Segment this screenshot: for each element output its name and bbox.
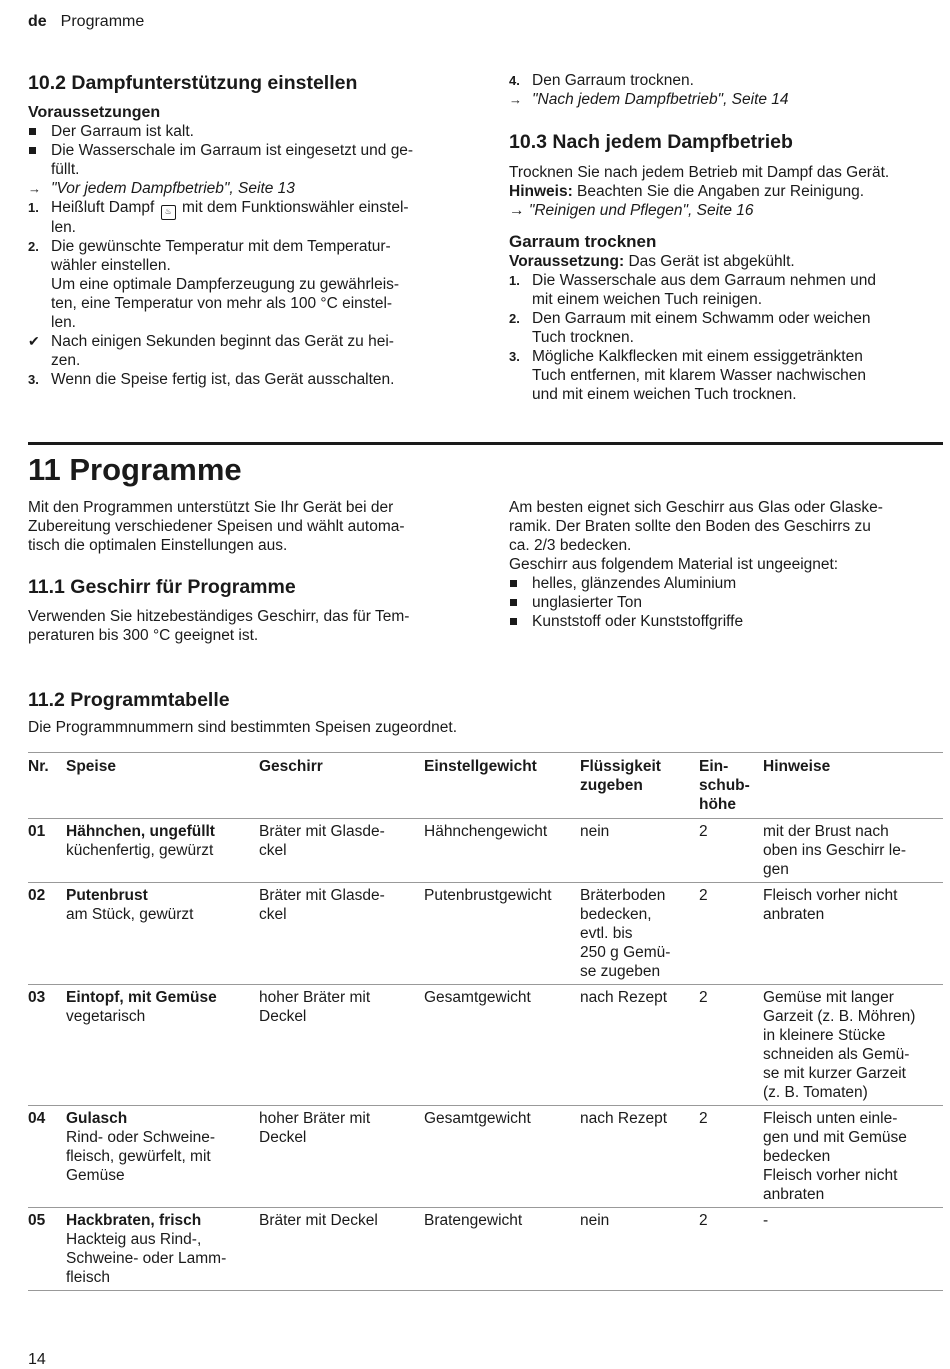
list-item: helles, glänzendes Aluminium — [509, 574, 944, 593]
step-2-cont: Tuch trocknen. — [532, 329, 634, 346]
cell-gewicht: Gesamtgewicht — [424, 1110, 531, 1127]
cell-einschubhoehe: 2 — [699, 1110, 708, 1127]
cross-reference-link[interactable]: → "Vor jedem Dampfbetrieb", Seite 13 — [28, 180, 295, 197]
cell-gewicht: Gesamtgewicht — [424, 989, 531, 1006]
cell-gewicht: Hähnchengewicht — [424, 823, 548, 840]
step-result: ✔ Nach einigen Sekunden beginnt das Gerät zu hei- — [28, 333, 394, 350]
dish-name: Eintopf, mit Gemüse — [66, 989, 217, 1006]
col-header-gewicht: Einstellgewicht — [424, 758, 537, 775]
step-3: 3. Mögliche Kalkflecken mit einem essiggetränkten — [509, 348, 863, 365]
list-item-cont: füllt. — [51, 161, 80, 178]
dish-description: Rind- oder Schweine- fleisch, gewürfelt, mit Gemüse — [66, 1129, 216, 1184]
step-4: 4. Den Garraum trocknen. — [509, 72, 694, 89]
dish-name: Hähnchen, ungefüllt — [66, 823, 215, 840]
bullet-icon — [510, 580, 517, 587]
section-11-2 — [28, 688, 943, 737]
program-table — [28, 752, 943, 1291]
cell-geschirr: Bräter mit Glasde- ckel — [259, 823, 385, 859]
cell-hinweise: Fleisch unten einle- gen und mit Gemüse bedecken Fleisch vorher nicht anbraten — [763, 1110, 907, 1203]
cell-geschirr: Bräter mit Glasde- ckel — [259, 887, 385, 923]
list-item: Kunststoff oder Kunststoffgriffe — [509, 612, 944, 631]
table-row — [28, 1208, 943, 1291]
cell-einschubhoehe: 2 — [699, 823, 708, 840]
list-item: Die Wasserschale im Garraum ist eingesetzt und ge- — [28, 141, 468, 160]
chapter-divider — [28, 442, 943, 445]
step-1-cont: len. — [51, 219, 76, 236]
cell-geschirr: hoher Bräter mit Deckel — [259, 989, 371, 1025]
cell-fluessigkeit: Bräterboden bedecken, evtl. bis 250 g Gemü- se zugeben — [580, 887, 671, 980]
cell-hinweise: Gemüse mit langer Garzeit (z. B. Möhren) in kleinere Stücke schneiden als Gemü- se mit kurzer Garzeit (z. B. Tomaten) — [763, 989, 916, 1101]
section-title: 10.2 Dampfunterstützung einstellen — [28, 72, 358, 94]
cell-speise — [66, 883, 259, 985]
step-2: 2. Die gewünschte Temperatur mit dem Temperatur- — [28, 238, 391, 255]
cell-geschirr: Bräter mit Deckel — [259, 1212, 378, 1229]
step-1: 1. Heißluft Dampf ♨ mit dem Funktionswähler einstel- — [28, 198, 468, 218]
cell-einschubhoehe: 2 — [699, 989, 708, 1006]
section-10-2-cont — [509, 71, 944, 109]
col-header-nr: Nr. — [28, 758, 49, 775]
cell-fluessigkeit: nach Rezept — [580, 1110, 668, 1127]
cell-fluessigkeit: nein — [580, 823, 610, 840]
dish-name: Hackbraten, frisch — [66, 1212, 202, 1229]
step-3: 3. Wenn die Speise fertig ist, das Gerät ausschalten. — [28, 371, 395, 388]
cell-speise — [66, 1106, 259, 1208]
table-header-row — [28, 753, 943, 819]
cell-speise — [66, 985, 259, 1106]
dish-description: küchenfertig, gewürzt — [66, 842, 214, 859]
step-1: 1. Die Wasserschale aus dem Garraum nehmen und — [509, 272, 877, 289]
list-item: unglasierter Ton — [509, 593, 944, 612]
section-10-2 — [28, 71, 468, 389]
cell-nr: 01 — [28, 823, 46, 840]
bullet-icon — [29, 128, 36, 135]
col-header-hinweise: Hinweise — [763, 758, 831, 775]
cell-fluessigkeit: nach Rezept — [580, 989, 668, 1006]
arrow-right-icon: → — [28, 181, 41, 196]
bullet-icon — [510, 618, 517, 625]
cell-speise — [66, 1208, 259, 1291]
table-row — [28, 985, 943, 1106]
col-header-speise: Speise — [66, 758, 116, 775]
text-line: peraturen bis 300 °C geeignet ist. — [28, 627, 259, 644]
steam-function-icon: ♨ — [161, 205, 176, 220]
arrow-right-icon: → — [509, 92, 522, 107]
text-line: Mit den Programmen unterstützt Sie Ihr Gerät bei der — [28, 499, 394, 516]
cell-nr: 04 — [28, 1110, 46, 1127]
page-header — [28, 12, 144, 31]
text-line: Zubereitung verschiedener Speisen und wählt automa- — [28, 518, 405, 535]
checkmark-icon: ✔ — [28, 333, 40, 349]
section-title: 11.1 Geschirr für Programme — [28, 576, 296, 598]
cell-einschubhoehe: 2 — [699, 1212, 708, 1229]
text-line: tisch die optimalen Einstellungen aus. — [28, 537, 288, 554]
cross-reference-link[interactable]: → "Nach jedem Dampfbetrieb", Seite 14 — [509, 91, 789, 108]
chapter-title: 11 Programme — [28, 452, 242, 487]
step-2-line: len. — [51, 314, 76, 331]
list-item: Der Garraum ist kalt. — [28, 122, 468, 141]
cell-nr: 02 — [28, 887, 46, 904]
header-title: Programme — [60, 13, 145, 30]
text-line: Geschirr aus folgendem Material ist ungeeignet: — [509, 556, 839, 573]
step-2-line: ten, eine Temperatur von mehr als 100 °C einstel- — [51, 295, 393, 312]
subsection-title: Garraum trocknen — [509, 232, 657, 251]
text-line: ca. 2/3 bedecken. — [509, 537, 632, 554]
step-3-cont: und mit einem weichen Tuch trocknen. — [532, 386, 797, 403]
page-number: 14 — [28, 1351, 46, 1368]
dish-name: Putenbrust — [66, 887, 148, 904]
cell-geschirr: hoher Bräter mit Deckel — [259, 1110, 371, 1146]
step-2-line: Um eine optimale Dampferzeugung zu gewährleis- — [51, 276, 400, 293]
language-code: de — [28, 13, 47, 30]
section-title: 10.3 Nach jedem Dampfbetrieb — [509, 131, 793, 153]
cell-hinweise: mit der Brust nach oben ins Geschirr le- gen — [763, 823, 907, 878]
dish-description: vegetarisch — [66, 1008, 146, 1025]
col-header-einschubhoehe: Ein- schub- höhe — [699, 758, 750, 813]
step-2: 2. Den Garraum mit einem Schwamm oder weichen — [509, 310, 871, 327]
step-2-line: wähler einstellen. — [51, 257, 171, 274]
step-1-cont: mit einem weichen Tuch reinigen. — [532, 291, 763, 308]
dish-description: am Stück, gewürzt — [66, 906, 194, 923]
bullet-icon — [29, 147, 36, 154]
table-row — [28, 1106, 943, 1208]
table-row — [28, 883, 943, 985]
table-row — [28, 819, 943, 883]
text-line: Verwenden Sie hitzebeständiges Geschirr, das für Tem- — [28, 608, 410, 625]
cell-gewicht: Putenbrustgewicht — [424, 887, 552, 904]
section-10-3 — [509, 130, 944, 404]
cross-reference-link[interactable]: → "Reinigen und Pflegen", Seite 16 — [509, 202, 754, 219]
dish-name: Gulasch — [66, 1110, 128, 1127]
cell-hinweise: Fleisch vorher nicht anbraten — [763, 887, 898, 923]
col-header-geschirr: Geschirr — [259, 758, 323, 775]
cell-nr: 05 — [28, 1212, 46, 1229]
cell-gewicht: Bratengewicht — [424, 1212, 523, 1229]
dish-description: Hackteig aus Rind-, Schweine- oder Lamm- fleisch — [66, 1231, 227, 1286]
text-line: Am besten eignet sich Geschirr aus Glas oder Glaske- — [509, 499, 883, 516]
arrow-right-icon: → — [509, 202, 525, 219]
geschirr-notes — [509, 498, 944, 631]
cell-einschubhoehe: 2 — [699, 887, 708, 904]
cell-nr: 03 — [28, 989, 46, 1006]
step-3-cont: Tuch entfernen, mit klarem Wasser nachwischen — [532, 367, 866, 384]
text-line: ramik. Der Braten sollte den Boden des Geschirrs zu — [509, 518, 871, 535]
section-intro: Die Programmnummern sind bestimmten Speisen zugeordnet. — [28, 719, 458, 736]
bullet-icon — [510, 599, 517, 606]
prereq-heading: Voraussetzungen — [28, 104, 161, 121]
cell-hinweise: - — [763, 1212, 769, 1229]
col-header-fluessigkeit: Flüssigkeit zugeben — [580, 758, 661, 794]
prerequisite: Voraussetzung: Das Gerät ist abgekühlt. — [509, 253, 795, 270]
section-intro: Trocknen Sie nach jedem Betrieb mit Dampf das Gerät. — [509, 164, 890, 181]
cell-fluessigkeit: nein — [580, 1212, 610, 1229]
hint: Hinweis: Beachten Sie die Angaben zur Reinigung. — [509, 183, 865, 200]
chapter-intro — [28, 498, 468, 645]
section-title: 11.2 Programmtabelle — [28, 689, 230, 711]
cell-speise — [66, 819, 259, 883]
step-result-cont: zen. — [51, 352, 81, 369]
